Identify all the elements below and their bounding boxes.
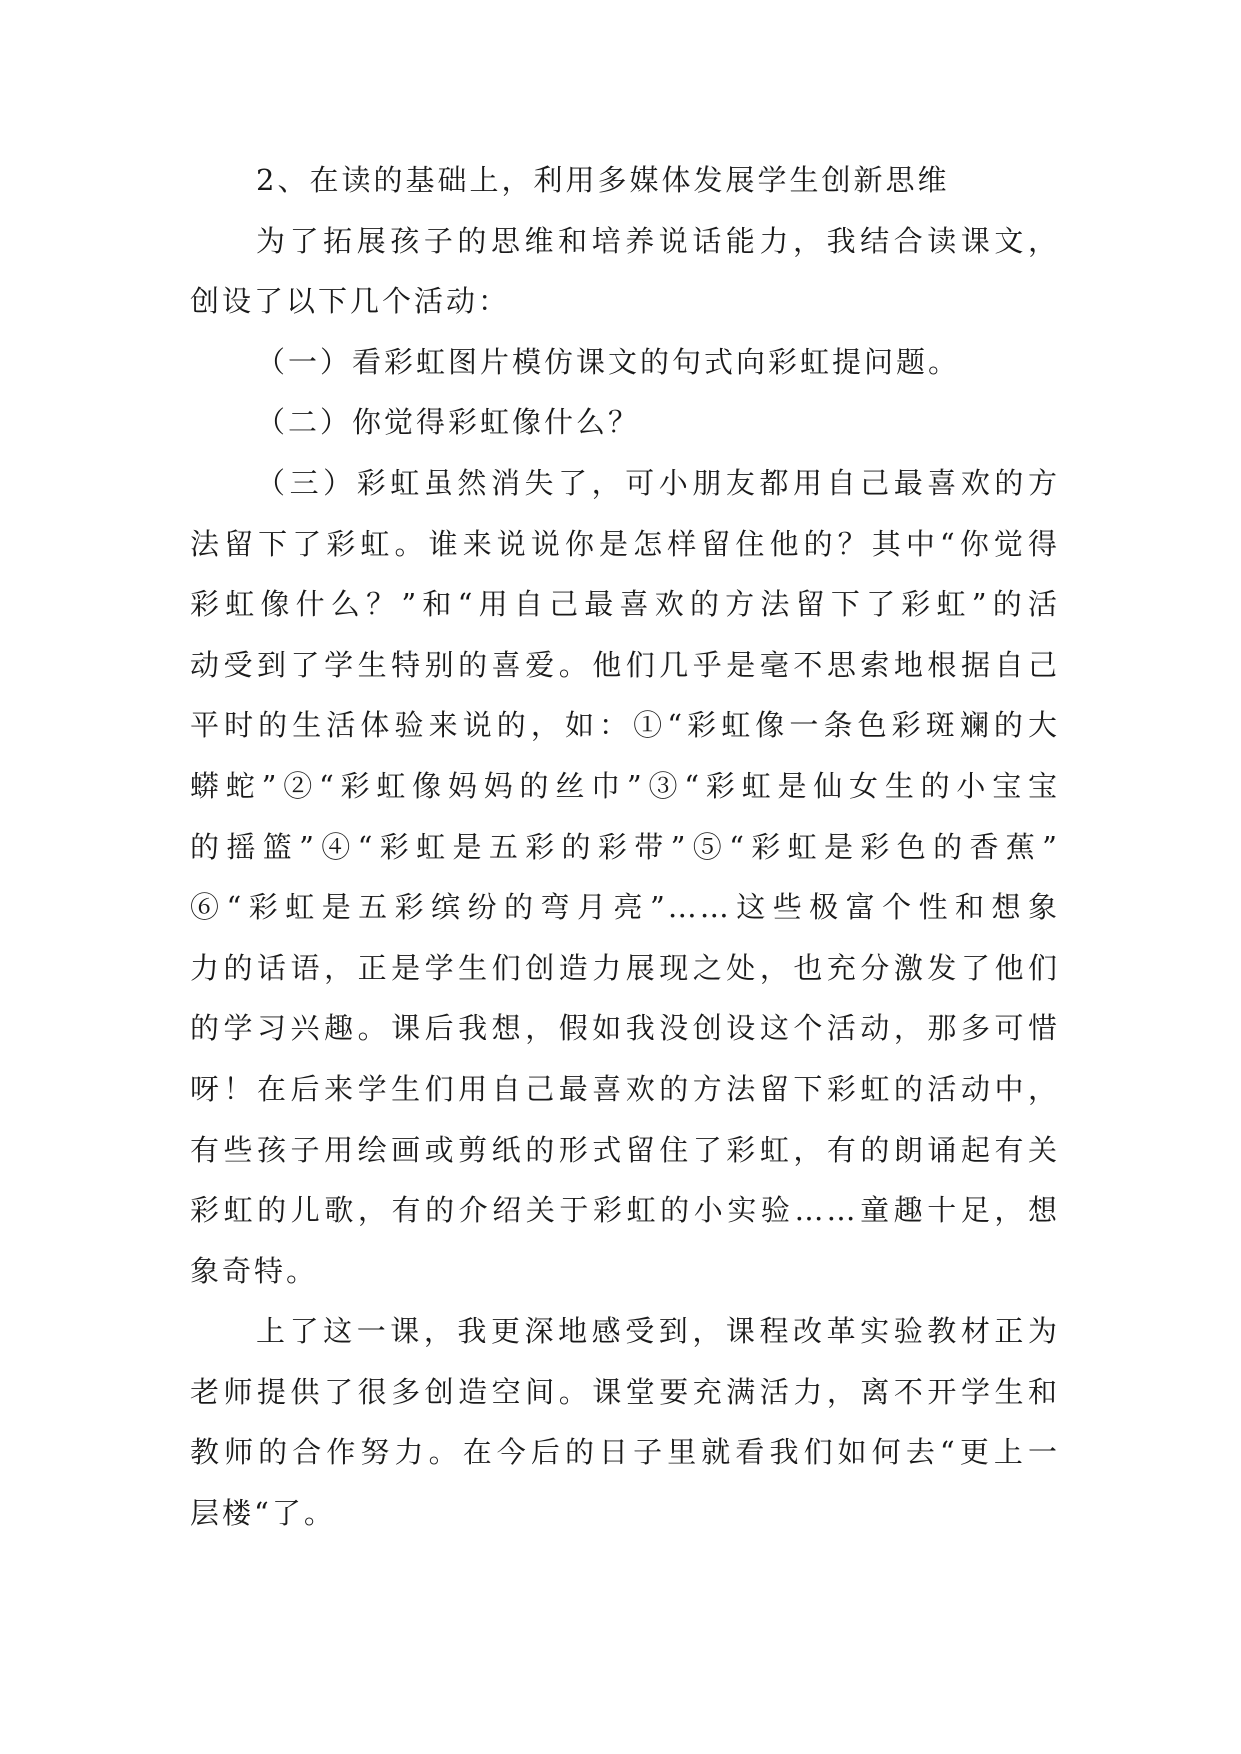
document-body bbox=[190, 150, 1060, 1544]
section-heading bbox=[190, 150, 1060, 211]
intro-line-1: 为了拓展孩子的思维和培养说话能力，我结合读课文， bbox=[256, 223, 1060, 258]
activity-item-3 bbox=[190, 453, 1060, 1301]
activity-3-line-6: 蟒蛇”②“彩虹像妈妈的丝巾”③“彩虹是仙女生的小宝宝 bbox=[190, 768, 1060, 803]
conclusion-line-3: 教师的合作努力。在今后的日子里就看我们如何去“更上一 bbox=[190, 1435, 1060, 1470]
activity-item-1 bbox=[190, 332, 1060, 393]
activity-3-line-9: 力的话语，正是学生们创造力展现之处，也充分激发了他们 bbox=[190, 950, 1060, 985]
activity-3-line-14: 象奇特。 bbox=[190, 1253, 319, 1288]
intro-line-2: 创设了以下几个活动： bbox=[190, 284, 511, 319]
activity-3-line-11: 呀！在后来学生们用自己最喜欢的方法留下彩虹的活动中， bbox=[190, 1071, 1060, 1106]
activity-2-text: （二）你觉得彩虹像什么？ bbox=[256, 405, 641, 440]
conclusion-line-2: 老师提供了很多创造空间。课堂要充满活力，离不开学生和 bbox=[190, 1374, 1060, 1409]
activity-3-line-7: 的摇篮”④“彩虹是五彩的彩带”⑤“彩虹是彩色的香蕉” bbox=[190, 829, 1060, 864]
activity-item-2 bbox=[190, 392, 1060, 453]
activity-3-line-4: 动受到了学生特别的喜爱。他们几乎是毫不思索地根据自己 bbox=[190, 647, 1060, 682]
conclusion-paragraph bbox=[190, 1301, 1060, 1543]
heading-line: 2、在读的基础上，利用多媒体发展学生创新思维 bbox=[256, 163, 950, 197]
conclusion-line-4: 层楼“了。 bbox=[190, 1496, 336, 1531]
intro-paragraph bbox=[190, 211, 1060, 332]
activity-3-line-3: 彩虹像什么？”和“用自己最喜欢的方法留下了彩虹”的活 bbox=[190, 587, 1060, 622]
activity-3-line-8: ⑥“彩虹是五彩缤纷的弯月亮”……这些极富个性和想象 bbox=[190, 890, 1060, 925]
activity-3-line-10: 的学习兴趣。课后我想，假如我没创设这个活动，那多可惜 bbox=[190, 1011, 1060, 1046]
activity-3-line-5: 平时的生活体验来说的，如：①“彩虹像一条色彩斑斓的大 bbox=[190, 708, 1060, 743]
activity-3-line-13: 彩虹的儿歌，有的介绍关于彩虹的小实验……童趣十足，想 bbox=[190, 1193, 1060, 1228]
activity-3-line-12: 有些孩子用绘画或剪纸的形式留住了彩虹，有的朗诵起有关 bbox=[190, 1132, 1060, 1167]
activity-3-line-1: （三）彩虹虽然消失了，可小朋友都用自己最喜欢的方 bbox=[256, 465, 1060, 500]
activity-3-line-2: 法留下了彩虹。谁来说说你是怎样留住他的？其中“你觉得 bbox=[190, 526, 1060, 561]
activity-1-text: （一）看彩虹图片模仿课文的句式向彩虹提问题。 bbox=[256, 344, 961, 379]
conclusion-line-1: 上了这一课，我更深地感受到，课程改革实验教材正为 bbox=[256, 1314, 1060, 1349]
